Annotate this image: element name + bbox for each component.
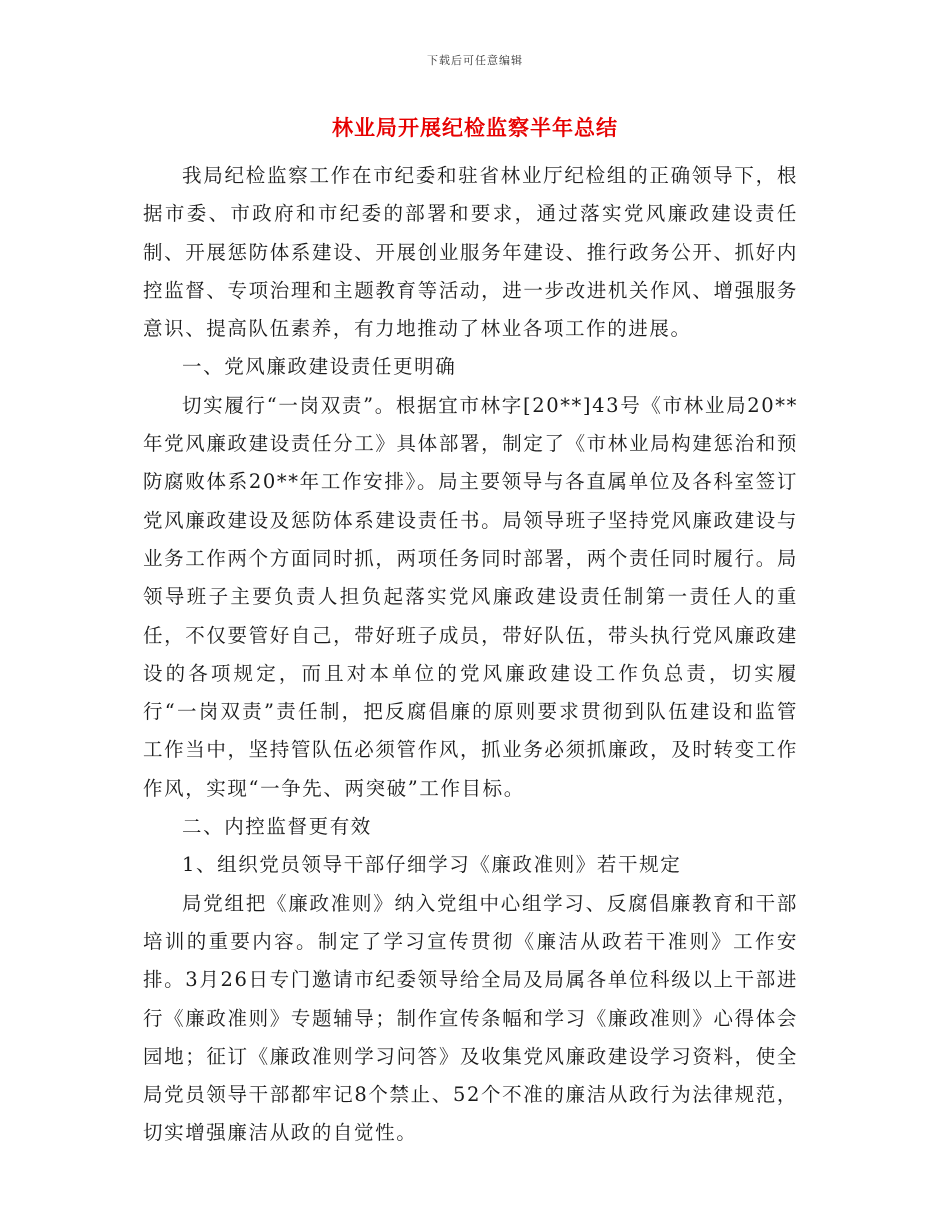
section-1-heading: 一、党风廉政建设责任更明确 xyxy=(182,355,457,379)
intro-paragraph: 我局纪检监察工作在市纪委和驻省林业厅纪检组的正确领导下，根据市委、市政府和市纪委的部署和要求，通过落实党风廉政建设责任制、开展惩防体系建设、开展创业服务年建设、推行政务公开、抓好内控监督、专项治理和主题教育等活动，进一步改进机关作风、增强服务意识、提高队伍素养，有力地推动了林业各项工作的进展。 xyxy=(143,164,798,341)
section-2-paragraph: 局党组把《廉政准则》纳入党组中心组学习、反腐倡廉教育和干部培训的重要内容。制定了学习宣传贯彻《廉洁从政若干准则》工作安排。3月26日专门邀请市纪委领导给全局及局属各单位科级以上干部进行《廉政准则》专题辅导；制作宣传条幅和学习《廉政准则》心得体会园地；征订《廉政准则学习问答》及收集党风廉政建设学习资料，使全局党员领导干部都牢记8个禁止、52个不准的廉洁从政行为法律规范，切实增强廉洁从政的自觉性。 xyxy=(143,891,798,1145)
page-header-note: 下载后可任意编辑 xyxy=(427,54,523,67)
document-title: 林业局开展纪检监察半年总结 xyxy=(332,116,618,140)
document-body xyxy=(143,157,798,1153)
section-2-subheading: 1、组织党员领导干部仔细学习《廉政准则》若干规定 xyxy=(182,853,682,877)
section-2-heading: 二、内控监督更有效 xyxy=(182,815,372,839)
section-1-paragraph: 切实履行“一岗双责”。根据宜市林字[20**]43号《市林业局20**年党风廉政建设责任分工》具体部署，制定了《市林业局构建惩治和预防腐败体系20**年工作安排》。局主要领导与各直属单位及各科室签订党风廉政建设及惩防体系建设责任书。局领导班子坚持党风廉政建设与业务工作两个方面同时抓，两项任务同时部署，两个责任同时履行。局领导班子主要负责人担负起落实党风廉政建设责任制第一责任人的重任，不仅要管好自己，带好班子成员，带好队伍，带头执行党风廉政建设的各项规定，而且对本单位的党风廉政建设工作负总责，切实履行“一岗双责”责任制，把反腐倡廉的原则要求贯彻到队伍建设和监管工作当中，坚持管队伍必须管作风，抓业务必须抓廉政，及时转变工作作风，实现“一争先、两突破”工作目标。 xyxy=(143,393,798,800)
